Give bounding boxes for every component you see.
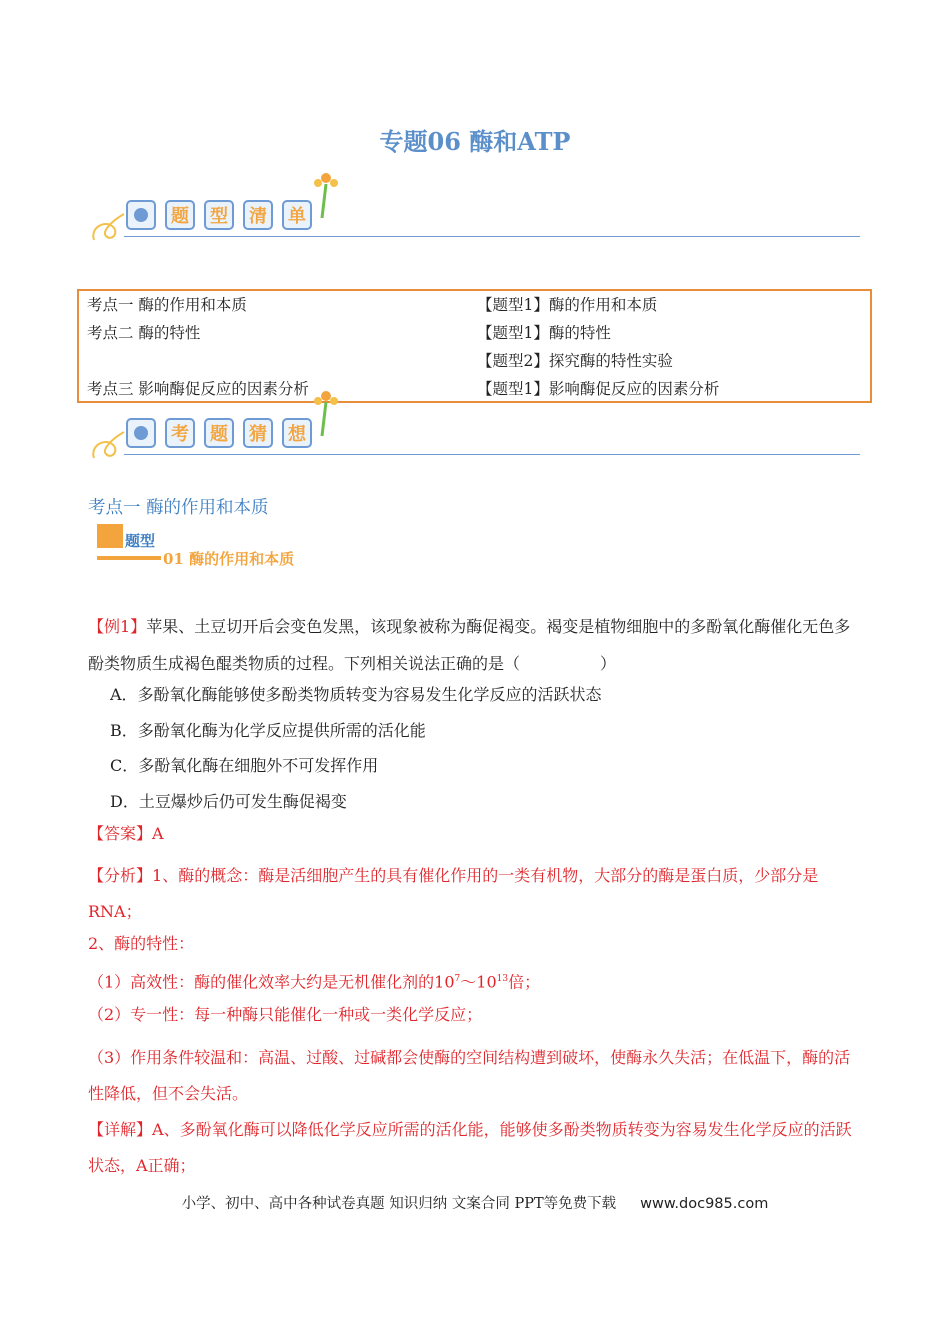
outline-point: 考点三 影响酶促反应的因素分析 bbox=[87, 380, 309, 398]
tag-subtitle: 01 酶的作用和本质 bbox=[163, 550, 295, 568]
banner-rule bbox=[124, 236, 860, 237]
analysis-line-3 bbox=[88, 969, 858, 992]
answer-tag: 【答案】 bbox=[88, 824, 153, 843]
answer-value: A bbox=[152, 824, 164, 843]
answer-line bbox=[88, 824, 858, 844]
banner-char: 猜 bbox=[243, 418, 273, 448]
banner-char: 题 bbox=[165, 200, 195, 230]
option-a: A．多酚氧化酶能够使多酚类物质转变为容易发生化学反应的活跃状态 bbox=[110, 685, 602, 704]
analysis-line-1 bbox=[88, 858, 858, 930]
banner-char: 单 bbox=[282, 200, 312, 230]
flower-decoration-icon bbox=[312, 170, 342, 220]
analysis-line-2: 2、酶的特性： bbox=[88, 934, 195, 953]
outline-type: 【题型2】探究酶的特性实验 bbox=[477, 352, 673, 370]
analysis-tag: 【分析】 bbox=[88, 866, 153, 885]
outline-type: 【题型1】酶的作用和本质 bbox=[477, 296, 658, 314]
outline-point: 考点一 酶的作用和本质 bbox=[87, 296, 247, 314]
banner-char: 想 bbox=[282, 418, 312, 448]
example-text: 苹果、土豆切开后会变色发黑，该现象被称为酶促褐变。褐变是植物细胞中的多酚氧化酶催化无色多酚类物质生成褐色醌类物质的过程。下列相关说法正确的是（ ） bbox=[88, 617, 851, 673]
page-footer bbox=[0, 1192, 950, 1213]
analysis-line-5: （3）作用条件较温和：高温、过酸、过碱都会使酶的空间结构遭到破坏，使酶永久失活；在低温下，酶的活性降低，但不会失活。 bbox=[88, 1048, 851, 1103]
page-title: 专题06 酶和ATP bbox=[379, 127, 571, 156]
section-banner-question-guess bbox=[90, 410, 860, 470]
banner-char: 清 bbox=[243, 200, 273, 230]
banner-char: 型 bbox=[204, 200, 234, 230]
banner-rule bbox=[124, 454, 860, 455]
section-heading: 考点一 酶的作用和本质 bbox=[88, 498, 269, 518]
section-banner-question-list bbox=[90, 192, 860, 252]
banner-dot-icon bbox=[126, 200, 156, 230]
detail-text: A、多酚氧化酶可以降低化学反应所需的活化能，能够使多酚类物质转变为容易发生化学反应的活跃状态，A正确； bbox=[88, 1120, 852, 1175]
swirl-decoration-icon bbox=[90, 206, 130, 246]
banner-char: 题 bbox=[204, 418, 234, 448]
analysis-text: （1）高效性：酶的催化效率大约是无机催化剂的10 bbox=[88, 972, 455, 992]
superscript: 13 bbox=[496, 974, 509, 984]
question-type-tag bbox=[97, 524, 297, 566]
tag-label: 题型 bbox=[125, 532, 156, 550]
footer-url[interactable]: www.doc985.com bbox=[640, 1196, 769, 1212]
outline-type: 【题型1】酶的特性 bbox=[477, 324, 611, 342]
example-tag: 【例1】 bbox=[88, 617, 147, 636]
footer-text: 小学、初中、高中各种试卷真题 知识归纳 文案合同 PPT等免费下载 bbox=[181, 1196, 617, 1212]
banner-dot-icon bbox=[126, 418, 156, 448]
analysis-text: 倍； bbox=[508, 972, 541, 992]
analysis-line-4: （2）专一性：每一种酶只能催化一种或一类化学反应； bbox=[88, 1005, 483, 1024]
flower-decoration-icon bbox=[312, 388, 342, 438]
outline-point: 考点二 酶的特性 bbox=[87, 324, 201, 342]
analysis-text: 1、酶的概念：酶是活细胞产生的具有催化作用的一类有机物，大部分的酶是蛋白质，少部分是RNA； bbox=[88, 866, 819, 921]
example-question bbox=[88, 608, 858, 682]
superscript: 7 bbox=[454, 974, 461, 984]
detail-paragraph bbox=[88, 1112, 858, 1184]
banner-char: 考 bbox=[165, 418, 195, 448]
outline-type: 【题型1】影响酶促反应的因素分析 bbox=[477, 380, 720, 398]
topic-outline-box bbox=[77, 289, 872, 403]
option-d: D．土豆爆炒后仍可发生酶促褐变 bbox=[110, 792, 347, 811]
analysis-text: ～10 bbox=[460, 972, 497, 992]
tag-bar bbox=[97, 556, 161, 560]
tag-block-icon bbox=[97, 524, 123, 548]
detail-tag: 【详解】 bbox=[88, 1120, 153, 1139]
option-c: C．多酚氧化酶在细胞外不可发挥作用 bbox=[110, 756, 379, 775]
option-b: B．多酚氧化酶为化学反应提供所需的活化能 bbox=[110, 721, 426, 740]
swirl-decoration-icon bbox=[90, 424, 130, 464]
